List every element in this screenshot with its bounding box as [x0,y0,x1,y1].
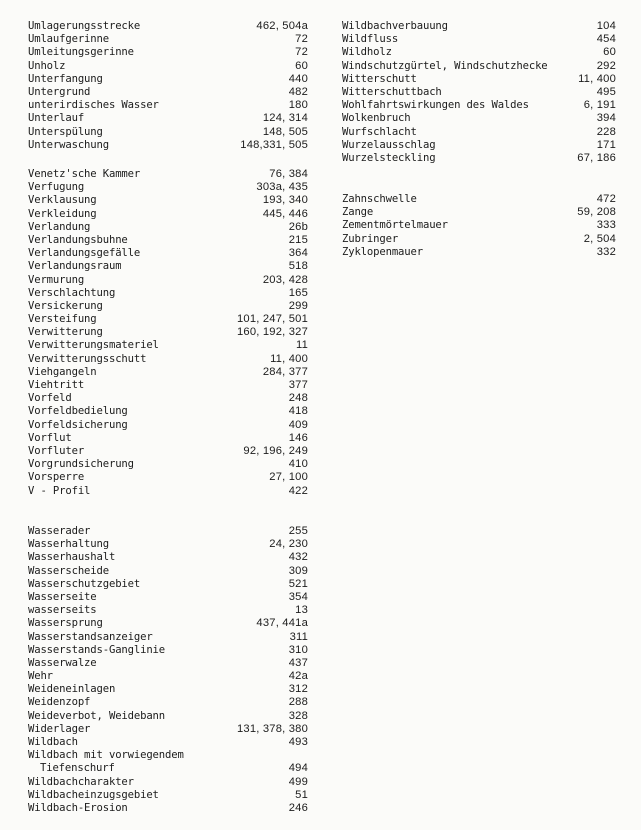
index-entry [28,432,308,445]
index-term: Widerlager [28,722,91,735]
index-term: Verkleidung [28,207,97,220]
index-term: Vermurung [28,273,85,286]
index-term: Wildbachcharakter [28,775,134,788]
index-entry [342,206,616,219]
index-term: Wildfluss [342,33,399,46]
index-entry [342,46,616,59]
index-entry [28,657,308,670]
index-entry [28,405,308,418]
index-term: Wurfschlacht [342,125,417,138]
index-entry [28,99,308,112]
index-pages: 445, 446 [262,207,308,220]
index-entry [342,233,616,246]
index-entry [28,525,308,538]
index-term: Verlandungsbuhne [28,233,128,246]
index-pages: 13 [295,604,308,617]
index-pages: 248 [288,392,308,405]
index-pages: 11, 400 [270,352,308,365]
index-entry [28,749,308,762]
index-pages: 311 [289,630,308,643]
index-pages: 51 [295,788,308,801]
index-term: Venetz'sche Kammer [28,168,141,180]
index-term: Verschlachtung [28,286,116,299]
index-term: Wohlfahrtswirkungen des Waldes [342,99,529,112]
index-term: Wildholz [342,46,392,59]
index-pages: 215 [288,233,308,246]
index-term: Verwitterungsschutt [28,352,147,365]
index-pages: 124, 314 [262,112,308,125]
index-term: Wildbacheinzugsgebiet [28,788,159,801]
index-term: Untergrund [28,85,91,98]
index-pages: 454 [596,33,616,46]
index-pages: 303a, 435 [256,181,308,194]
index-entry [342,20,616,33]
index-term: Wasserhaltung [28,538,109,551]
index-term: Wasserstands-Ganglinie [28,643,166,656]
index-pages: 148, 505 [262,125,308,138]
index-pages: 437, 441a [256,617,308,630]
index-entry [28,274,308,287]
index-entry [28,86,308,99]
index-pages: 494 [288,762,308,775]
index-entry [28,670,308,683]
index-entry [342,112,616,125]
index-entry [28,194,308,207]
index-entry [28,339,308,352]
index-entry [28,247,308,260]
index-term: Vorfeldsicherung [28,418,128,431]
index-pages: 495 [596,85,616,98]
index-entry [28,776,308,789]
index-entry [342,73,616,86]
index-pages: 2, 504 [583,232,616,245]
index-section-v [28,168,308,498]
index-pages: 148,331, 505 [240,138,308,151]
index-entry [28,736,308,749]
index-pages: 255 [288,525,308,537]
index-term: Zange [342,206,374,219]
index-pages: 354 [288,590,308,603]
index-term: Wildbachverbauung [342,20,448,32]
index-term: Vorgrundsicherung [28,458,134,471]
index-pages: 288 [288,696,308,709]
index-pages: 333 [596,219,616,232]
index-term: Umleitungsgerinne [28,46,134,59]
index-pages: 165 [288,286,308,299]
index-pages: 312 [288,683,308,696]
index-term: Vorfeldbedielung [28,405,128,418]
index-term: Wasserstandsanzeiger [28,630,153,643]
index-pages: 309 [288,564,308,577]
index-pages: 332 [596,245,616,258]
index-term: Wassersprung [28,617,103,630]
index-entry [28,617,308,630]
index-entry [28,445,308,458]
index-entry [28,591,308,604]
index-section-w [28,525,308,815]
index-pages: 462, 504a [256,20,308,32]
index-entry [28,551,308,564]
index-entry [28,366,308,379]
index-term: Wasserschutzgebiet [28,577,141,590]
index-entry [342,152,616,165]
index-term: Verwitterungsmateriel [28,339,159,352]
index-term: Vorfluter [28,444,85,457]
index-term: Zahnschwelle [342,193,417,205]
index-pages: 364 [288,247,308,260]
index-section-w-continued [342,20,616,165]
index-term: Verklausung [28,194,97,207]
index-pages: 60 [295,59,308,72]
index-term: wasserseits [28,604,97,617]
index-term: Unholz [28,59,66,72]
index-term: Wasserader [28,525,91,537]
index-term: Wolkenbruch [342,112,411,125]
index-term: Viehtritt [28,379,85,391]
index-term: Witterschutt [342,72,417,85]
index-entry [342,193,616,206]
index-term: Unterspülung [28,125,103,138]
index-entry [28,485,308,498]
index-pages: 11, 400 [578,72,616,85]
index-pages: 299 [288,299,308,312]
index-entry [28,326,308,339]
index-entry [342,86,616,99]
index-pages: 284, 377 [262,365,308,378]
index-term: Wurzelausschlag [342,138,436,151]
index-entry [28,300,308,313]
index-entry [28,762,308,775]
index-term: Zementmörtelmauer [342,219,448,232]
index-pages: 493 [288,736,308,748]
index-term: Weideneinlagen [28,683,116,696]
index-pages: 422 [288,484,308,497]
index-pages: 72 [295,46,308,59]
index-term: Unterfangung [28,72,103,85]
index-pages: 171 [596,138,616,151]
index-term: Wasserhaushalt [28,551,116,564]
index-term: Verlandungsraum [28,260,122,273]
index-entry [28,789,308,802]
index-entry [28,683,308,696]
index-entry [342,33,616,46]
index-entry [28,644,308,657]
index-entry [28,234,308,247]
index-term: Viehgangeln [28,365,97,378]
index-entry [342,139,616,152]
index-entry [342,246,616,259]
index-pages: 228 [596,125,616,138]
index-entry [28,139,308,152]
index-term: Wasserwalze [28,656,97,669]
index-entry [28,313,308,326]
index-pages: 26b [288,220,308,233]
index-pages: 104 [596,20,616,32]
index-pages: 328 [288,709,308,722]
index-pages: 59, 208 [577,206,616,219]
index-term: Umlaufgerinne [28,33,109,46]
index-pages: 437 [288,656,308,669]
index-entry [28,604,308,617]
index-pages: 72 [295,33,308,46]
index-entry [28,221,308,234]
index-entry [28,60,308,73]
index-pages: 160, 192, 327 [236,326,308,339]
index-entry [28,73,308,86]
index-pages: 92, 196, 249 [243,444,308,457]
index-entry [28,392,308,405]
index-entry [28,419,308,432]
index-section-z [342,193,616,259]
index-entry [28,696,308,709]
index-pages: 76, 384 [269,168,308,180]
index-term: Verwitterung [28,326,103,339]
index-term: Versickerung [28,299,103,312]
index-pages: 180 [288,99,308,112]
index-pages: 409 [288,418,308,431]
index-entry [28,181,308,194]
index-term: Vorfeld [28,392,72,405]
index-entry [28,33,308,46]
index-pages: 6, 191 [583,99,616,112]
index-term: Umlagerungsstrecke [28,20,141,32]
index-entry [28,46,308,59]
index-entry [28,538,308,551]
index-term: Vorflut [28,431,72,444]
index-term: Zyklopenmauer [342,245,423,258]
index-entry [342,60,616,73]
index-pages: 440 [288,72,308,85]
index-term: Wasserscheide [28,564,109,577]
index-pages: 11 [295,339,308,352]
index-term: Weidenzopf [28,696,91,709]
index-pages: 146 [288,431,308,444]
index-pages: 518 [288,260,308,273]
index-entry [28,260,308,273]
index-entry [28,379,308,392]
index-entry [342,99,616,112]
index-term: Zubringer [342,232,399,245]
index-pages: 394 [596,112,616,125]
index-term: Wurzelsteckling [342,151,436,164]
index-pages: 131, 378, 380 [236,722,308,735]
index-term: Verfugung [28,181,85,194]
index-entry [342,219,616,232]
index-term: Wasserseite [28,590,97,603]
index-entry [28,565,308,578]
index-entry [28,723,308,736]
index-term: Wildbach [28,736,78,748]
index-term: Wildbach mit vorwiegendem [28,749,184,762]
index-term: Windschutzgürtel, Windschutzhecke [342,59,548,72]
index-entry [28,631,308,644]
index-term: Unterwaschung [28,138,109,151]
index-pages: 432 [288,551,308,564]
index-term: Weideverbot, Weidebann [28,709,166,722]
index-pages: 310 [288,643,308,656]
index-entry [28,287,308,300]
index-pages: 193, 340 [262,194,308,207]
index-pages: 472 [596,193,616,205]
index-entry [28,458,308,471]
index-entry [28,168,308,181]
index-pages: 521 [288,577,308,590]
index-term: unterirdisches Wasser [28,99,159,112]
index-entry [28,126,308,139]
index-term: Versteifung [28,313,97,326]
index-entry [28,578,308,591]
index-section-u [28,20,308,152]
index-term: Unterlauf [28,112,85,125]
index-pages: 410 [288,458,308,471]
index-entry [342,126,616,139]
index-pages: 60 [603,46,616,59]
index-pages: 27, 100 [269,471,308,484]
index-entry [28,208,308,221]
index-term: Tiefenschurf [40,762,115,775]
index-entry [28,802,308,815]
index-entry [28,471,308,484]
index-entry [28,710,308,723]
index-term: Verlandungsgefälle [28,247,141,260]
index-term: Vorsperre [28,471,85,484]
index-pages: 499 [288,775,308,788]
index-entry [28,353,308,366]
index-pages: 67, 186 [577,151,616,164]
index-pages: 292 [596,59,616,72]
index-term: Wehr [28,670,53,683]
index-pages: 246 [288,801,308,814]
index-pages: 377 [288,379,308,391]
index-pages: 42a [288,670,308,683]
index-term: Verlandung [28,220,91,233]
index-term: Wildbach-Erosion [28,801,128,814]
index-pages: 482 [288,85,308,98]
index-term: Witterschuttbach [342,85,442,98]
index-pages: 24, 230 [269,538,308,551]
index-pages: 101, 247, 501 [236,313,308,326]
index-term: V - Profil [28,484,91,497]
index-pages: 203, 428 [262,273,308,286]
index-pages: 418 [288,405,308,418]
index-entry [28,20,308,33]
index-entry [28,112,308,125]
